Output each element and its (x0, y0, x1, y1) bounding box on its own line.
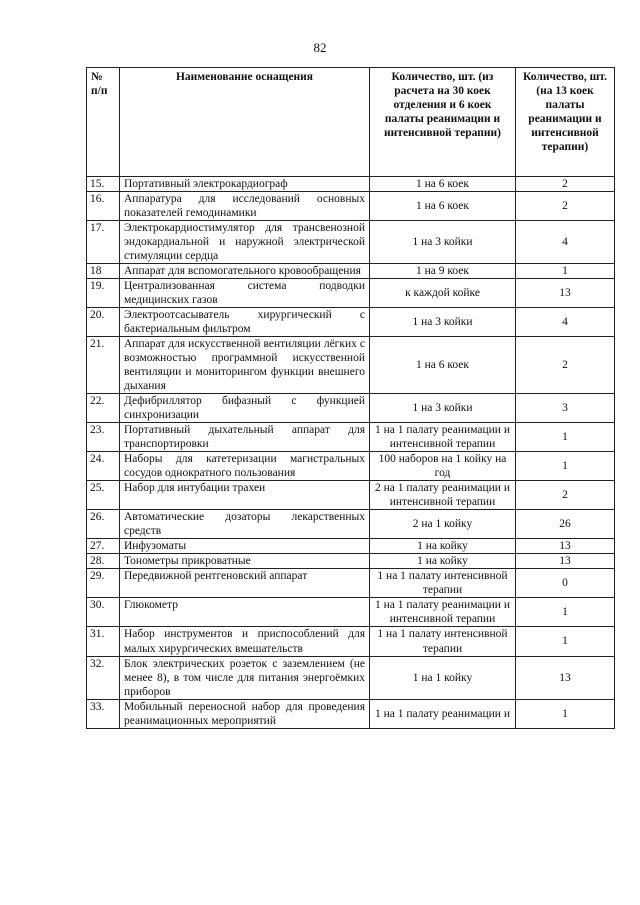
table-row (87, 699, 615, 728)
table-row (87, 394, 615, 423)
quantity-30-beds: 1 на 3 койки (370, 394, 516, 423)
equipment-name: Наборы для катетеризации магистральных сосудов однократного пользования (120, 452, 370, 481)
quantity-30-beds: 1 на 3 койки (370, 221, 516, 264)
header-equipment-name: Наименование оснащения (120, 68, 370, 177)
quantity-13-beds: 13 (516, 656, 615, 699)
equipment-name: Электроотсасыватель хирургический с бактериальным фильтром (120, 308, 370, 337)
equipment-name: Дефибриллятор бифазный с функцией синхронизации (120, 394, 370, 423)
equipment-name: Инфузоматы (120, 539, 370, 554)
row-number: 27. (87, 539, 120, 554)
quantity-13-beds: 1 (516, 598, 615, 627)
table-row (87, 452, 615, 481)
row-number: 31. (87, 627, 120, 656)
row-number: 16. (87, 192, 120, 221)
quantity-13-beds: 2 (516, 481, 615, 510)
row-number: 32. (87, 656, 120, 699)
quantity-13-beds: 0 (516, 569, 615, 598)
header-quantity-13-beds: Количество, шт. (на 13 коек палаты реанимации и интенсивной терапии) (516, 68, 615, 177)
table-row (87, 192, 615, 221)
equipment-name: Портативный дыхательный аппарат для транспортировки (120, 423, 370, 452)
quantity-30-beds: 1 на 6 коек (370, 192, 516, 221)
row-number: 19. (87, 279, 120, 308)
header-quantity-30-beds: Количество, шт. (из расчета на 30 коек отделения и 6 коек палаты реанимации и интенсивной терапии) (370, 68, 516, 177)
table-row (87, 423, 615, 452)
quantity-13-beds: 13 (516, 539, 615, 554)
quantity-30-beds: 1 на 1 койку (370, 656, 516, 699)
row-number: 28. (87, 554, 120, 569)
table-row (87, 177, 615, 192)
quantity-13-beds: 3 (516, 394, 615, 423)
quantity-13-beds: 2 (516, 177, 615, 192)
quantity-13-beds: 1 (516, 452, 615, 481)
equipment-name: Аппарат для искусственной вентиляции лёгких с возможностью программной искусственной вентиляции и мониторингом функции внешнего дыхания (120, 337, 370, 394)
table-row (87, 279, 615, 308)
equipment-name: Мобильный переносной набор для проведения реанимационных мероприятий (120, 699, 370, 728)
quantity-30-beds: 1 на койку (370, 554, 516, 569)
row-number: 17. (87, 221, 120, 264)
quantity-13-beds: 1 (516, 264, 615, 279)
row-number: 24. (87, 452, 120, 481)
quantity-13-beds: 13 (516, 554, 615, 569)
table-row (87, 539, 615, 554)
quantity-30-beds: 2 на 1 палату реанимации и интенсивной терапии (370, 481, 516, 510)
table-row (87, 554, 615, 569)
table-row (87, 264, 615, 279)
quantity-30-beds: 100 наборов на 1 койку на год (370, 452, 516, 481)
equipment-table (86, 67, 615, 729)
row-number: 29. (87, 569, 120, 598)
equipment-name: Аппаратура для исследований основных показателей гемодинамики (120, 192, 370, 221)
quantity-30-beds: 1 на 6 коек (370, 177, 516, 192)
equipment-name: Электрокардиостимулятор для трансвенозной эндокардиальной и наружной электрической стимуляции сердца (120, 221, 370, 264)
equipment-name: Централизованная система подводки медицинских газов (120, 279, 370, 308)
header-number: № п/п (87, 68, 120, 177)
table-row (87, 337, 615, 394)
quantity-13-beds: 26 (516, 510, 615, 539)
equipment-name: Блок электрических розеток с заземлением (не менее 8), в том числе для питания энергоёмких приборов (120, 656, 370, 699)
quantity-30-beds: к каждой койке (370, 279, 516, 308)
equipment-name: Автоматические дозаторы лекарственных средств (120, 510, 370, 539)
row-number: 33. (87, 699, 120, 728)
quantity-30-beds: 1 на 3 койки (370, 308, 516, 337)
table-row (87, 656, 615, 699)
equipment-name: Набор инструментов и приспособлений для малых хирургических вмешательств (120, 627, 370, 656)
quantity-30-beds: 1 на 1 палату реанимации и (370, 699, 516, 728)
equipment-name: Тонометры прикроватные (120, 554, 370, 569)
table-row (87, 221, 615, 264)
row-number: 25. (87, 481, 120, 510)
table-header-row (87, 68, 615, 177)
equipment-name: Аппарат для вспомогательного кровообращения (120, 264, 370, 279)
quantity-30-beds: 1 на койку (370, 539, 516, 554)
quantity-13-beds: 4 (516, 308, 615, 337)
equipment-name: Портативный электрокардиограф (120, 177, 370, 192)
table-row (87, 308, 615, 337)
row-number: 18 (87, 264, 120, 279)
row-number: 20. (87, 308, 120, 337)
table-row (87, 510, 615, 539)
quantity-13-beds: 1 (516, 699, 615, 728)
table-row (87, 481, 615, 510)
quantity-30-beds: 2 на 1 койку (370, 510, 516, 539)
quantity-30-beds: 1 на 9 коек (370, 264, 516, 279)
quantity-30-beds: 1 на 1 палату реанимации и интенсивной терапии (370, 423, 516, 452)
row-number: 23. (87, 423, 120, 452)
row-number: 30. (87, 598, 120, 627)
row-number: 22. (87, 394, 120, 423)
quantity-13-beds: 2 (516, 337, 615, 394)
table-row (87, 569, 615, 598)
quantity-13-beds: 13 (516, 279, 615, 308)
table-row (87, 627, 615, 656)
quantity-30-beds: 1 на 1 палату реанимации и интенсивной терапии (370, 598, 516, 627)
row-number: 15. (87, 177, 120, 192)
table-row (87, 598, 615, 627)
table-body (87, 177, 615, 729)
quantity-13-beds: 4 (516, 221, 615, 264)
equipment-name: Передвижной рентгеновский аппарат (120, 569, 370, 598)
quantity-30-beds: 1 на 1 палату интенсивной терапии (370, 627, 516, 656)
quantity-13-beds: 1 (516, 423, 615, 452)
page-number: 82 (313, 40, 327, 55)
quantity-13-beds: 2 (516, 192, 615, 221)
row-number: 21. (87, 337, 120, 394)
equipment-name: Набор для интубации трахеи (120, 481, 370, 510)
quantity-30-beds: 1 на 1 палату интенсивной терапии (370, 569, 516, 598)
row-number: 26. (87, 510, 120, 539)
quantity-30-beds: 1 на 6 коек (370, 337, 516, 394)
quantity-13-beds: 1 (516, 627, 615, 656)
equipment-name: Глюкометр (120, 598, 370, 627)
